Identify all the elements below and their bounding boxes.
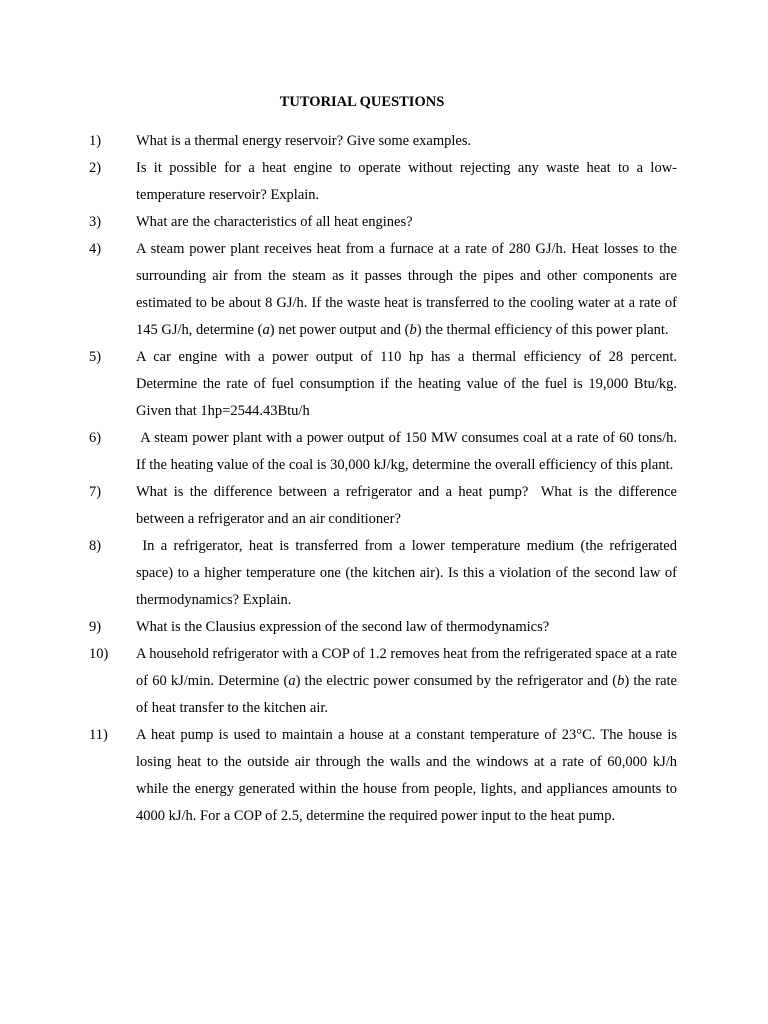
question-text: In a refrigerator, heat is transferred from a lower temperature medium (the refrigerated space) to a higher temperature one (the kitchen air). Is this a violation of the second law of thermodynamics? Explain. [136,538,681,608]
question-item [89,425,681,479]
question-number: 11) [89,727,108,743]
question-number: 7) [89,484,102,500]
question-text: A car engine with a power output of 110 hp has a thermal efficiency of 28 percent. Determine the rate of fuel consumption if the heating value of the fuel is 19,000 Btu/kg. Given that 1hp=2544.43Btu/h [136,349,681,419]
question-text: A steam power plant with a power output of 150 MW consumes coal at a rate of 60 tons/h. If the heating value of the coal is 30,000 kJ/kg, determine the overall efficiency of this plant. [136,430,681,473]
question-item [89,614,677,641]
question-item [89,155,677,209]
question-number: 1) [89,133,102,149]
question-item [89,641,681,722]
question-number: 2) [89,160,102,176]
question-item [89,533,681,614]
question-text: What are the characteristics of all heat engines? [136,214,413,230]
question-text: A household refrigerator with a COP of 1.2 removes heat from the refrigerated space at a rate of 60 kJ/min. Determine (a) the electric power consumed by the refrigerator and (b) the rate of heat transfer to the kitchen air. [136,646,681,716]
question-item [89,344,681,425]
question-item [89,479,681,533]
question-item [89,236,681,344]
question-item [89,722,681,830]
question-text: Is it possible for a heat engine to operate without rejecting any waste heat to a low-temperature reservoir? Explain. [136,160,677,203]
question-number: 9) [89,619,102,635]
page-title: TUTORIAL QUESTIONS [279,94,445,110]
question-text: What is the Clausius expression of the second law of thermodynamics? [136,619,550,635]
question-text: What is a thermal energy reservoir? Give some examples. [136,133,472,149]
question-text: A heat pump is used to maintain a house at a constant temperature of 23°C. The house is losing heat to the outside air through the walls and the windows at a rate of 60,000 kJ/h while the energy generated within the house from people, lights, and appliances amounts to 4000 kJ/h. For a COP of 2.5, determine the required power input to the heat pump. [136,727,681,824]
question-item [89,128,677,155]
question-list [89,128,681,830]
question-number: 10) [89,646,109,662]
question-text: What is the difference between a refrigerator and a heat pump? What is the difference between a refrigerator and an air conditioner? [136,484,681,527]
question-number: 3) [89,214,102,230]
question-number: 5) [89,349,102,365]
question-item [89,209,677,236]
question-text: A steam power plant receives heat from a furnace at a rate of 280 GJ/h. Heat losses to the surrounding air from the steam as it passes through the pipes and other components are estimated to be about 8 GJ/h. If the waste heat is transferred to the cooling water at a rate of 145 GJ/h, determine (a) net power output and (b) the thermal efficiency of this power plant. [136,241,681,338]
question-number: 8) [89,538,102,554]
question-number: 4) [89,241,102,257]
question-number: 6) [89,430,102,446]
